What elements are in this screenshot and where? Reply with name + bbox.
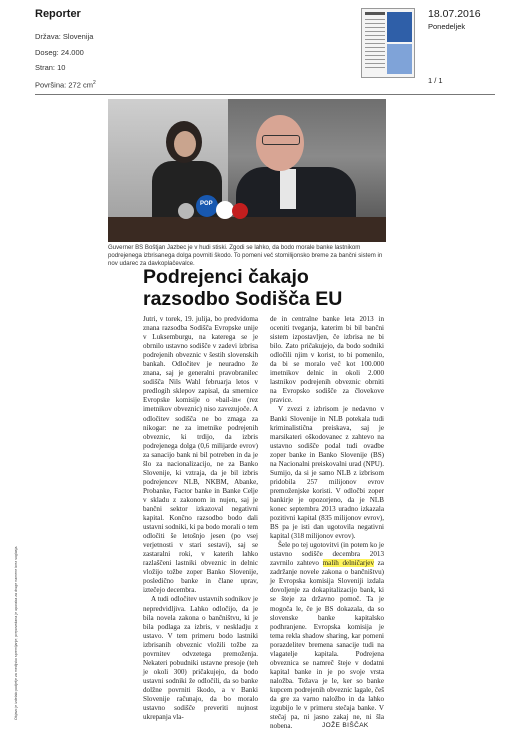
page-thumbnail[interactable] — [361, 8, 415, 78]
clipping-header — [35, 8, 215, 93]
paragraph: V zvezi z izbrisom je nedavno v Banki Slovenije in NLB potekala tudi kriminalistična preiskava, saj je marsikateri oškodovanec z zahtevo na ustavno sodišče podal tudi ovadbe zoper banke in Banko Slovenije (BS) na Nacionalni preiskovalni urad (NPU). Sumijo, da si je samo NLB z izbrisom pridobila 257 milijonov evrov premoženjske koristi. V odločbi zoper bankirje je opozorjeno, da je NLB konec septembra 2013 uradno izkazala pozitivni kapital (835 milijonov evrov), BS pa je isti dan ugotovila negativni kapital (318 milijonov evrov). — [270, 405, 384, 541]
country-line: Država: Slovenija — [35, 32, 94, 41]
side-disclaimer: Objavo je izdelalo podjetje za medijsko spremljanje; prepovedana je uporaba za druge namene brez soglasja. — [14, 545, 18, 720]
area-line — [35, 76, 215, 93]
paragraph-highlighted: Šele po tej ugotovitvi (in potem ko je ustavno sodišče decembra 2013 zavrnilo zahtevo malih delničarjev za zadržanje novele zakona o bančništvu) je Evropska komisija Sloveniji izdala dovoljenje za dokapitalizacijo bank, ki se šteje za državno pomoč. Ta je mogoča le, če je BS dokazala, da so slovenske banke kapitalsko podhranjene. Evropska komisija je tema rekla shadow sharing, kar pomeni porazdelitev bremena sanacije tudi na vlagatelje kapitala. Podrejena obveznica se namreč šteje v dodatni kapital banke in je po svoje vrsta naložba. Težava je le, ker so banke kupcem podrejenih obveznic lagale, češ da gre za varno naložbo in da lahko izgubijo le v primeru stečaja banke. V stečaj pa, ni jasno zakaj ne, ni šla nobena. — [270, 541, 384, 731]
highlighted-term: malih delničarjev — [322, 559, 374, 568]
date-block — [428, 8, 481, 31]
headline-line-1: Podrejenci čakajo — [143, 266, 309, 288]
headline-line-2: razsodbo Sodišča EU — [143, 288, 343, 310]
paragraph: de in centralne banke leta 2013 in oceniti tveganja, katerim bi bil bančni sistem izpostavljen, če izbrisa ne bi bilo. Zato pričakujejo, da bodo sodniki odločili njim v korist, to bi pomenilo, da bi se moralo več kot 100.000 imetnikov delnic in okoli 2.000 lastnikov podrejenih obveznic obrniti na Evropsko sodišče za človekove pravice. — [270, 315, 384, 405]
article-photo — [108, 99, 386, 242]
area-label: Površina: 272 cm — [35, 80, 93, 89]
microphone-brand: POP — [200, 201, 213, 207]
article-author: JOŽE BIŠČAK — [322, 722, 369, 729]
page-count: 1 / 1 — [428, 76, 443, 85]
paragraph: A tudi odločitev ustavnih sodnikov je nepredvidljiva. Lahko odločijo, da je bila novela zakona o bančništvu, ki je bila podlaga za izbris, v neskladju z ustavo. V tem primeru bodo lastniki izbrisanih obveznic vložili tožbe za povrnitev odvzetega premoženja. Nekateri pobudniki ustavne presoje (teh je okoli 300) pričakujejo, da bodo ustavni sodniki že odločili, da so banke dolžne povrniti škodo, a v Banki Slovenije računajo, da bo moralo ustavno sodišče preveriti nujnost ukrepanja vla- — [143, 595, 258, 722]
page-line: Stran: 10 — [35, 63, 66, 72]
weekday: Ponedeljek — [428, 22, 466, 31]
paragraph: Jutri, v torek, 19. julija, bo predvidoma znana razsodba Sodišča Evropske unije v Luksemburgu, na katerega se je obrnilo ustavno sodišče v zadevi izbrisa podrejenih obveznic v šestih slovenskih bankah. Odločitev je neuradno že znana, saj je generalni pravobranilec sodišča Nils Wahl februarja letos v predlogih sklepov zapisal, da smernice Evropske komisije o »bail-in« (rez imetnikov obveznic) niso zavezujoče. A odločitev sodišča ne bo zmaga za nikogar: ne za imetnike podrejenih obveznic, ki trdijo, da izbris podrejenega dolga (0,6 milijarde evrov) za sanacijo bank ni bil potreben in da je šlo za nacionalizacijo, ne za Banko Slovenije, ki vztraja, da je bil izbris podrejencev NLB, NKBM, Abanke, Probanke, Factor banke in Banke Celje v skladu z zakonom in nujen, saj je bančni sektor izkazoval negativni kapital. Končno razsodbo bodo dali ustavni sodniki, ki pa bodo morali o tem odločiti še letošnjo jesen (po vsej verjetnosti v stari sestavi), saj se zastaralni roki, v katerih lahko razlaščeni lastniki obveznic in delnic vložijo tožbe zoper Banko Slovenije, posledično banke in člane uprav, iztečejo decembra. — [143, 315, 258, 595]
article-column-1 — [143, 315, 258, 722]
photo-caption: Guverner BS Boštjan Jazbec je v hudi stiski. Zgodi se lahko, da bodo morale banke lastnikom podrejenega izbrisanega dolga povrniti škodo. To pomeni več stomilijonsko breme za bančni sistem in nov udarec za davkoplačevalce. — [108, 244, 383, 267]
article-headline — [143, 266, 423, 310]
area-sup: 2 — [92, 79, 96, 86]
article-column-2 — [270, 315, 384, 731]
date: 18.07.2016 — [428, 8, 481, 20]
reach-line: Doseg: 24.000 — [35, 47, 84, 57]
header-divider — [35, 94, 495, 95]
publication-name: Reporter — [35, 8, 81, 20]
